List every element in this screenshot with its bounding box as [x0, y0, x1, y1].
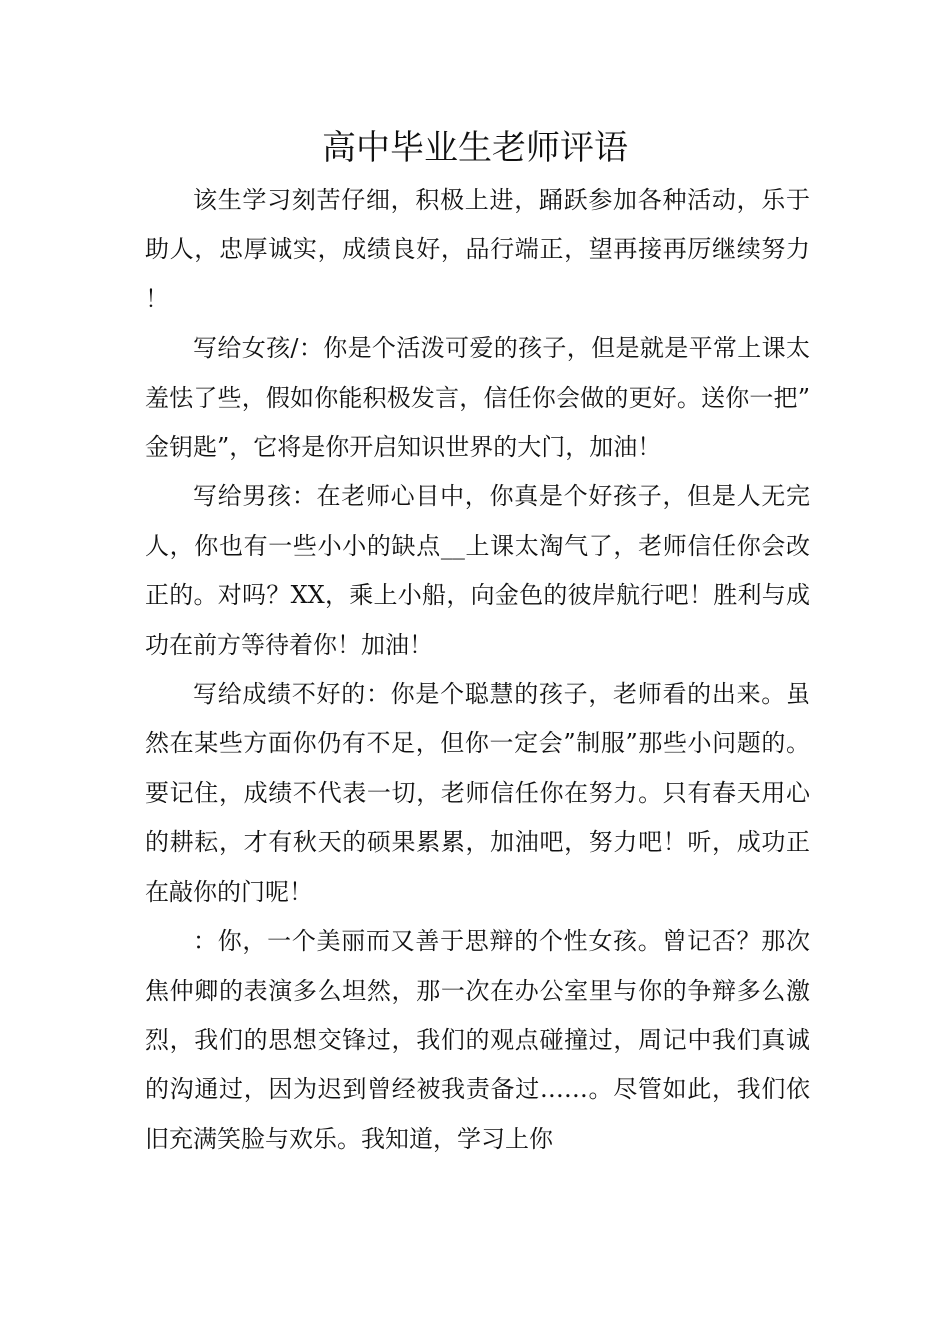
document-body — [145, 176, 810, 1164]
paragraph-2: 写给女孩/：你是个活泼可爱的孩子，但是就是平常上课太羞怯了些，假如你能积极发言，信任你会做的更好。送你一把”金钥匙”，它将是你开启知识世界的大门，加油！ — [145, 334, 810, 462]
document-title: 高中毕业生老师评语 — [322, 128, 628, 168]
paragraph-3: 写给男孩：在老师心目中，你真是个好孩子，但是人无完人，你也有一些小小的缺点__上课太淘气了，老师信任你会改正的。对吗？XX，乘上小船，向金色的彼岸航行吧！胜利与成功在前方等待着你！加油！ — [145, 482, 810, 659]
paragraph-5: ：你，一个美丽而又善于思辩的个性女孩。曾记否？那次焦仲卿的表演多么坦然，那一次在办公室里与你的争辩多么激烈，我们的思想交锋过，我们的观点碰撞过，周记中我们真诚的沟通过，因为迟到曾经被我责备过……。尽管如此，我们依旧充满笑脸与欢乐。我知道，学习上你 — [145, 927, 810, 1153]
paragraph-1: 该生学习刻苦仔细，积极上进，踊跃参加各种活动，乐于助人，忠厚诚实，成绩良好，品行端正，望再接再厉继续努力！ — [145, 186, 810, 313]
paragraph-4: 写给成绩不好的：你是个聪慧的孩子，老师看的出来。虽然在某些方面你仍有不足，但你一定会”制服”那些小问题的。要记住，成绩不代表一切，老师信任你在努力。只有春天用心的耕耘，才有秋天的硕果累累，加油吧，努力吧！听，成功正在敲你的门呢！ — [145, 680, 810, 906]
